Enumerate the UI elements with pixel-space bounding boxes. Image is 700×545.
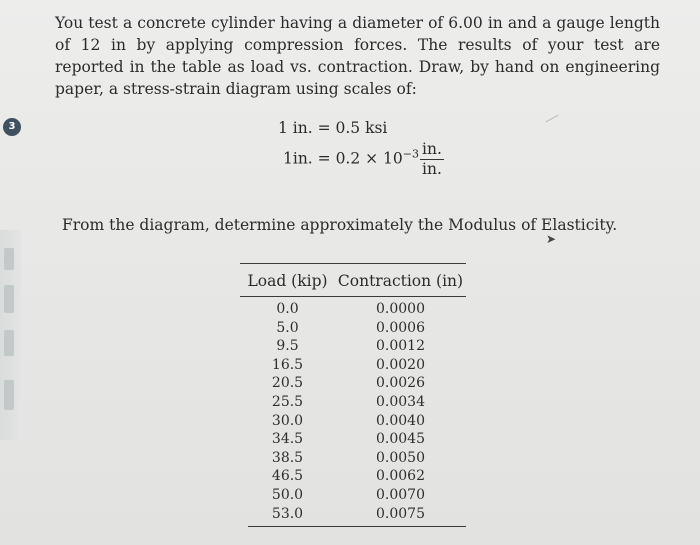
table-row bbox=[240, 486, 466, 505]
scale-strain-fraction bbox=[420, 140, 444, 179]
table-row bbox=[240, 356, 466, 375]
cell-load: 25.5 bbox=[271, 393, 304, 410]
table-row bbox=[240, 505, 466, 524]
strip-mark bbox=[4, 330, 14, 356]
fraction-numerator: in. bbox=[422, 140, 442, 158]
table-body bbox=[240, 300, 466, 523]
cell-load: 16.5 bbox=[271, 356, 304, 373]
cell-load: 50.0 bbox=[271, 486, 304, 503]
cell-contraction: 0.0075 bbox=[376, 505, 425, 522]
cell-load: 38.5 bbox=[271, 449, 304, 466]
cell-contraction: 0.0062 bbox=[376, 468, 425, 485]
cell-contraction: 0.0070 bbox=[376, 486, 425, 503]
cell-contraction: 0.0050 bbox=[376, 449, 425, 466]
scale-strain bbox=[283, 140, 444, 179]
strip-mark bbox=[4, 285, 14, 313]
scale-strain-exponent: −3 bbox=[402, 147, 420, 161]
cell-contraction: 0.0000 bbox=[376, 301, 425, 317]
scale-stress: 1 in. = 0.5 ksi bbox=[278, 119, 388, 137]
table-top-rule bbox=[240, 263, 466, 264]
cursor-icon: ➤ bbox=[546, 232, 557, 246]
fraction-denominator: in. bbox=[422, 160, 442, 178]
cell-load: 9.5 bbox=[276, 338, 299, 355]
cell-contraction: 0.0040 bbox=[376, 412, 425, 429]
cell-contraction: 0.0020 bbox=[376, 356, 425, 373]
table-row bbox=[240, 467, 466, 486]
scale-strain-prefix: 1in. = 0.2 × 10 bbox=[283, 149, 403, 168]
table-header bbox=[240, 268, 466, 294]
cell-load: 34.5 bbox=[271, 431, 304, 448]
determine-instruction: From the diagram, determine approximately the Modulus of Elasticity. bbox=[62, 216, 618, 234]
table-header-rule bbox=[240, 296, 466, 297]
pen-mark bbox=[546, 115, 559, 122]
table-row bbox=[240, 449, 466, 468]
problem-statement: You test a concrete cylinder having a diameter of 6.00 in and a gauge length of 12 in by applying compression forces. The results of your test are reported in the table as load vs. contraction. Draw, by hand on engineering paper, a stress-strain diagram using scales of: bbox=[55, 14, 660, 98]
table-bottom-rule bbox=[248, 526, 466, 527]
table-row bbox=[240, 430, 466, 449]
header-contraction: Contraction (in) bbox=[337, 272, 464, 290]
cell-contraction: 0.0006 bbox=[376, 319, 425, 336]
strip-mark bbox=[4, 248, 14, 270]
cell-load: 30.0 bbox=[271, 412, 304, 429]
table-row bbox=[240, 412, 466, 431]
table-row bbox=[240, 374, 466, 393]
left-margin-strip bbox=[0, 230, 22, 440]
header-load: Load (kip) bbox=[247, 272, 328, 290]
table-row bbox=[240, 300, 466, 319]
load-contraction-table bbox=[240, 263, 466, 527]
table-row bbox=[240, 393, 466, 412]
cell-contraction: 0.0045 bbox=[376, 431, 425, 448]
cell-load: 20.5 bbox=[271, 375, 304, 392]
cell-contraction: 0.0026 bbox=[376, 375, 425, 392]
cell-load: 5.0 bbox=[276, 319, 299, 336]
strip-mark bbox=[4, 380, 14, 410]
cell-contraction: 0.0012 bbox=[376, 338, 425, 355]
cell-load: 53.0 bbox=[271, 505, 304, 522]
question-number-badge: 3 bbox=[3, 118, 21, 136]
table-row bbox=[240, 319, 466, 338]
cell-contraction: 0.0034 bbox=[376, 393, 425, 410]
cell-load: 46.5 bbox=[271, 468, 304, 485]
cell-load: 0.0 bbox=[276, 301, 299, 317]
table-row bbox=[240, 337, 466, 356]
